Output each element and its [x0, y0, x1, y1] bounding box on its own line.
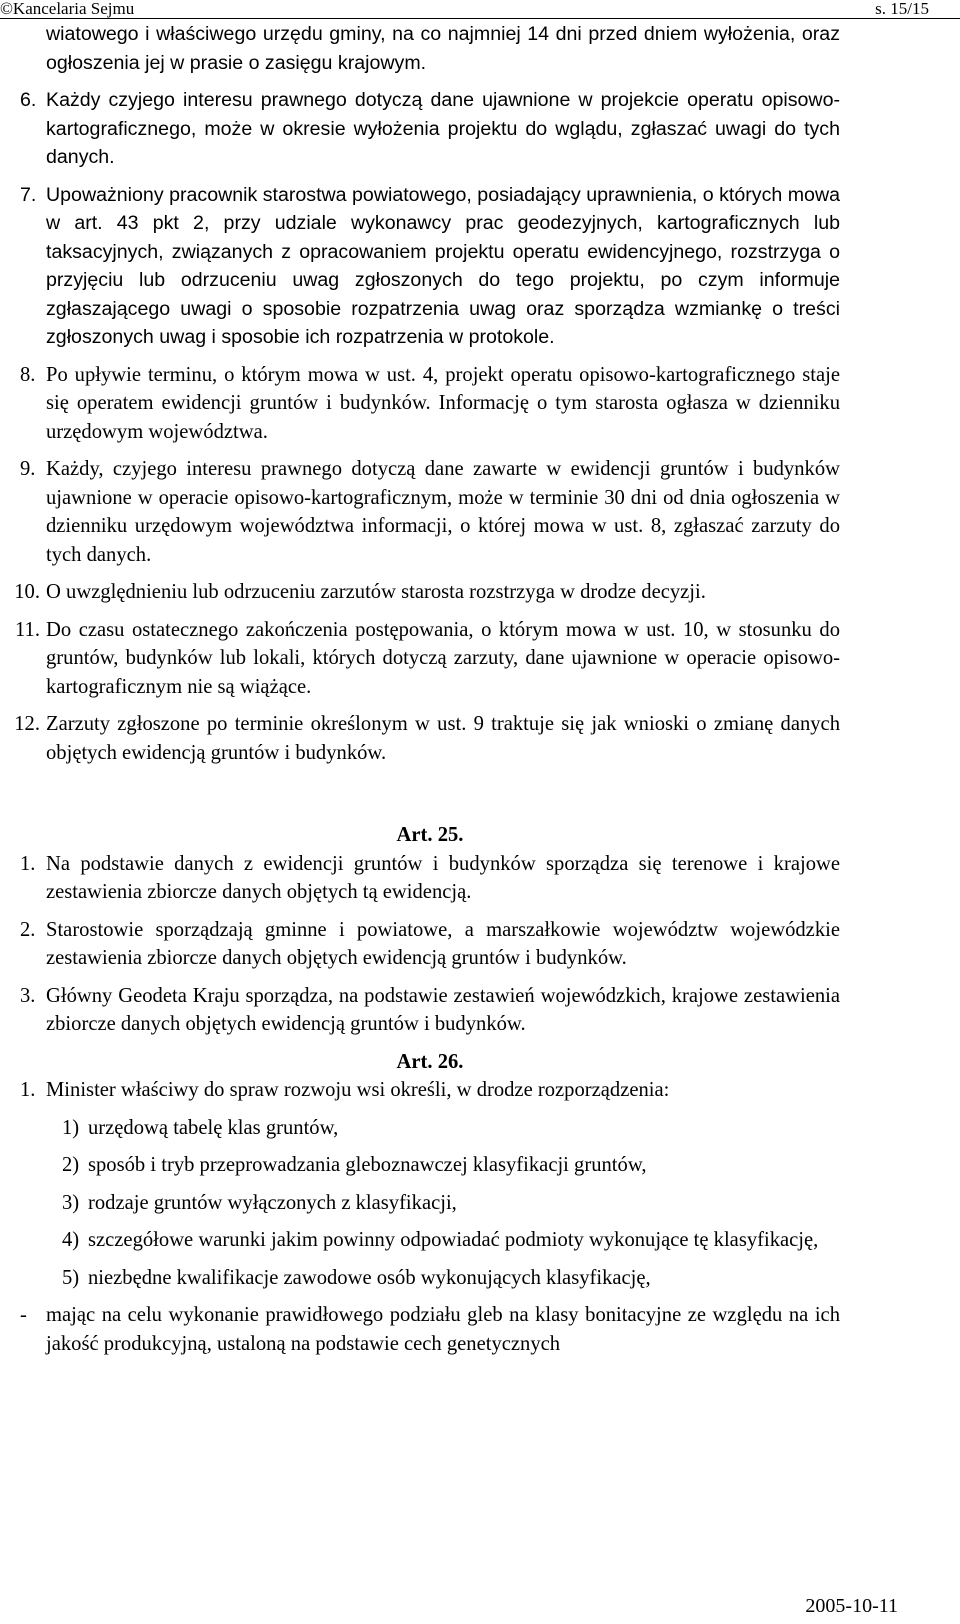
paragraph-text: Upoważniony pracownik starostwa powiatowego, posiadający uprawnienia, o których mowa w art. 43 pkt 2, przy udziale wykonawcy prac geodezyjnych, kartograficznych lub taksacyjnych, związanych z opracowaniem projektu operatu ewidencyjnego, rozstrzyga o przyjęciu lub odrzuceniu uwag zgłoszonych do tego projektu, po czym informuje zgłaszającego uwagi o sposobie rozpatrzenia uwag oraz sporządza wzmiankę o treści zgłoszonych uwag i sposobie ich rozpatrzenia w protokole.	[46, 183, 840, 348]
art25-paragraph-2	[20, 916, 840, 973]
point-number: 2)	[62, 1154, 80, 1176]
paragraph-text: Każdy, czyjego interesu prawnego dotyczą dane zawarte w ewidencji gruntów i budynków ujawnione w operacie opisowo-kartograficznym, może w terminie 30 dni od dnia ogłoszenia w dzienniku urzędowym województwa informacji, o której mowa w ust. 8, zgłaszać zarzuty do tych danych.	[46, 458, 840, 566]
paragraph-8	[20, 361, 840, 447]
paragraph-number: 1.	[20, 1079, 36, 1101]
header-divider	[0, 18, 960, 19]
article-26-heading: Art. 26.	[396, 1050, 464, 1073]
art25-paragraph-1	[20, 850, 840, 907]
point-text: szczegółowe warunki jakim powinny odpowiadać podmioty wykonujące tę klasyfikację,	[88, 1229, 819, 1251]
paragraph-text: Zarzuty zgłoszone po terminie określonym w ust. 9 traktuje się jak wnioski o zmianę danych objętych ewidencją gruntów i budynków.	[46, 713, 840, 764]
paragraph-6	[20, 86, 840, 172]
point-text: sposób i tryb przeprowadzania gleboznawczej klasyfikacji gruntów,	[88, 1154, 647, 1176]
art26-point-1	[20, 1114, 840, 1143]
paragraph-text: Do czasu ostatecznego zakończenia postępowania, o którym mowa w ust. 10, w stosunku do gruntów, budynków lub lokali, których dotyczą zarzuty, dane ujawnione w operacie opisowo-kartograficznym nie są wiążące.	[46, 618, 840, 698]
point-number: 3)	[62, 1191, 80, 1214]
paragraph-7	[20, 181, 840, 352]
point-text: urzędową tabelę klas gruntów,	[88, 1116, 339, 1139]
art26-closing-clause	[20, 1301, 840, 1358]
paragraph-9	[20, 455, 840, 569]
header-page-number: s. 15/15	[875, 0, 929, 18]
paragraph-number: 8.	[20, 363, 36, 386]
paragraph-number: 6.	[20, 89, 37, 111]
art26-point-4	[20, 1226, 840, 1255]
footer-date: 2005-10-11	[805, 1595, 898, 1617]
clause-text: mając na celu wykonanie prawidłowego podziału gleb na klasy bonitacyjne ze względu na ich jakość produkcyjną, ustaloną na podstawie cech genetycznych	[46, 1304, 840, 1355]
paragraph-text: O uwzględnieniu lub odrzuceniu zarzutów starosta rozstrzyga w drodze decyzji.	[46, 581, 706, 603]
art25-paragraph-3	[20, 982, 840, 1039]
paragraph-text: Starostowie sporządzają gminne i powiatowe, a marszałkowie województw wojewódzkie zestawienia zbiorcze danych objętych ewidencją gruntów i budynków.	[46, 918, 840, 969]
header-copyright: ©Kancelaria Sejmu	[0, 0, 135, 18]
paragraph-10	[14, 578, 840, 607]
clause-dash: -	[20, 1304, 27, 1326]
art26-point-2	[20, 1151, 840, 1180]
paragraph-text: Każdy czyjego interesu prawnego dotyczą dane ujawnione w projekcie operatu opisowo-kartograficznego, może w okresie wyłożenia projektu do wglądu, zgłaszać uwagi do tych danych.	[46, 89, 840, 168]
point-text: rodzaje gruntów wyłączonych z klasyfikacji,	[88, 1191, 457, 1214]
paragraph-12	[14, 710, 840, 767]
art26-point-5	[20, 1264, 840, 1293]
paragraph-text: Na podstawie danych z ewidencji gruntów i budynków sporządza się terenowe i krajowe zestawienia zbiorcze danych objętych tą ewidencją.	[46, 852, 840, 903]
paragraph-text: Główny Geodeta Kraju sporządza, na podstawie zestawień wojewódzkich, krajowe zestawienia zbiorcze danych objętych ewidencją gruntów i budynków.	[46, 984, 840, 1035]
paragraph-number: 3.	[20, 984, 36, 1007]
paragraph-number: 12.	[14, 713, 40, 735]
point-number: 5)	[62, 1266, 80, 1289]
paragraph-number: 1.	[20, 852, 36, 875]
art26-point-3	[20, 1189, 840, 1218]
paragraph-text: Minister właściwy do spraw rozwoju wsi określi, w drodze rozporządzenia:	[46, 1079, 670, 1101]
paragraph-number: 10.	[14, 581, 40, 603]
paragraph-11	[15, 616, 840, 702]
point-text: niezbędne kwalifikacje zawodowe osób wykonujących klasyfikację,	[88, 1266, 651, 1289]
intro-paragraph: wiatowego i właściwego urzędu gminy, na co najmniej 14 dni przed dniem wyłożenia, oraz ogłoszenia jej w prasie o zasięgu krajowym.	[46, 23, 840, 74]
point-number: 4)	[62, 1229, 80, 1251]
paragraph-number: 9.	[20, 458, 36, 480]
paragraph-number: 2.	[20, 918, 36, 941]
point-number: 1)	[62, 1116, 80, 1139]
art26-paragraph-1	[20, 1076, 840, 1105]
paragraph-number: 7.	[20, 183, 37, 206]
paragraph-number: 11.	[15, 618, 40, 641]
article-25-heading: Art. 25.	[396, 824, 464, 846]
paragraph-text: Po upływie terminu, o którym mowa w ust. 4, projekt operatu opisowo-kartograficznego staje się operatem ewidencji gruntów i budynków. Informację o tym starosta ogłasza w dzienniku urzędowym województwa.	[46, 363, 840, 443]
document-body	[14, 20, 840, 1358]
